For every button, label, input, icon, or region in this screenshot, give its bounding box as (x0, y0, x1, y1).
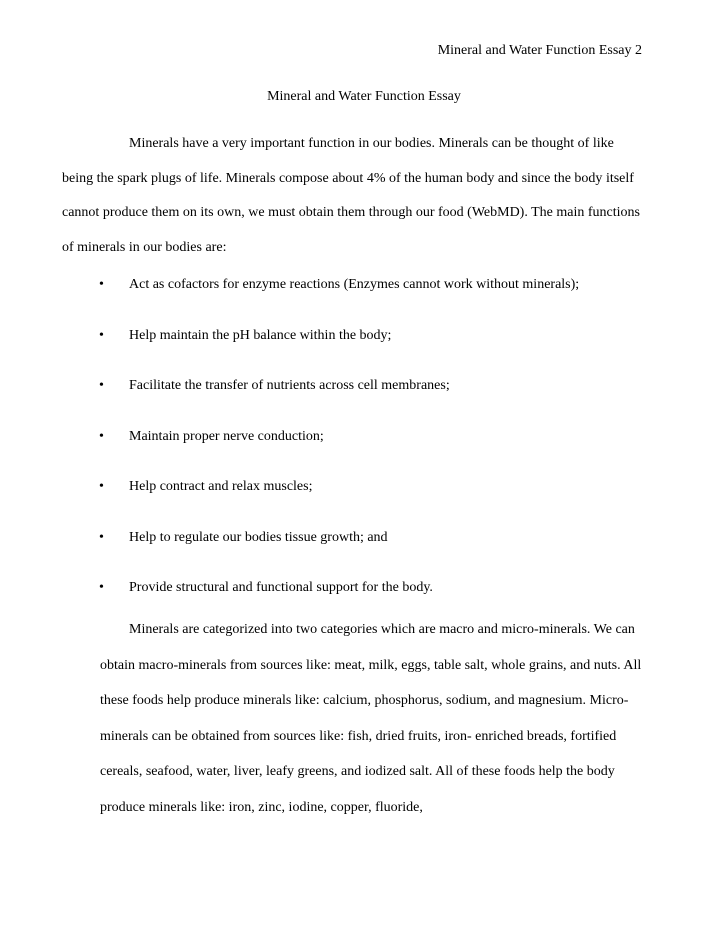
bullet-text: Facilitate the transfer of nutrients across cell membranes; (129, 378, 450, 393)
paragraph-line: being the spark plugs of life. Minerals compose about 4% of the human body and since the body (62, 170, 603, 186)
paragraph-line: itself cannot produce them on its own, we must obtain them through our food (WebMD). The (62, 170, 634, 220)
essay-title: Mineral and Water Function Essay (267, 89, 461, 104)
paragraph-intro (62, 127, 648, 265)
paragraph-line: Minerals are categorized into two categories which are macro and micro-minerals. We (129, 622, 612, 637)
bullet-text: Maintain proper nerve conduction; (129, 428, 324, 444)
bullet-text: Help contract and relax muscles; (129, 479, 313, 494)
bullet-icon: • (99, 428, 104, 444)
paragraph-line: enriched breads, fortified cereals, seafood, water, liver, leafy greens, and iodized salt. All of (100, 728, 617, 779)
bullet-icon: • (99, 327, 104, 343)
bullet-icon: • (99, 479, 104, 494)
paragraph-line: magnesium. Micro-minerals can be obtained from sources like: fish, dried fruits, iron- (100, 693, 629, 744)
bullet-icon: • (99, 277, 104, 292)
running-head: Mineral and Water Function Essay 2 (437, 43, 642, 58)
paragraph-line: these foods help the body produce minerals like: iron, zinc, iodine, copper, fluoride, (100, 764, 615, 815)
paragraph-line: Minerals have a very important function in our bodies. Minerals can be thought of like (129, 136, 614, 151)
paragraph-line: can obtain macro-minerals from sources like: meat, milk, eggs, table salt, whole grains, and (100, 622, 635, 673)
paragraph-line: main functions of minerals in our bodies are: (62, 205, 640, 255)
bullet-icon: • (99, 580, 104, 595)
bullet-icon: • (99, 529, 104, 545)
bullet-text: Help maintain the pH balance within the body; (129, 327, 392, 343)
bullet-text: Provide structural and functional support for the body. (129, 580, 433, 595)
paragraph-minerals-categories (100, 612, 648, 825)
paragraph-line: nuts. All these foods help produce minerals like: calcium, phosphorus, sodium, and (100, 657, 642, 708)
bullet-text: Act as cofactors for enzyme reactions (Enzymes cannot work without minerals); (129, 277, 580, 292)
bullet-icon: • (99, 378, 104, 393)
bullet-text: Help to regulate our bodies tissue growth; and (129, 529, 388, 545)
